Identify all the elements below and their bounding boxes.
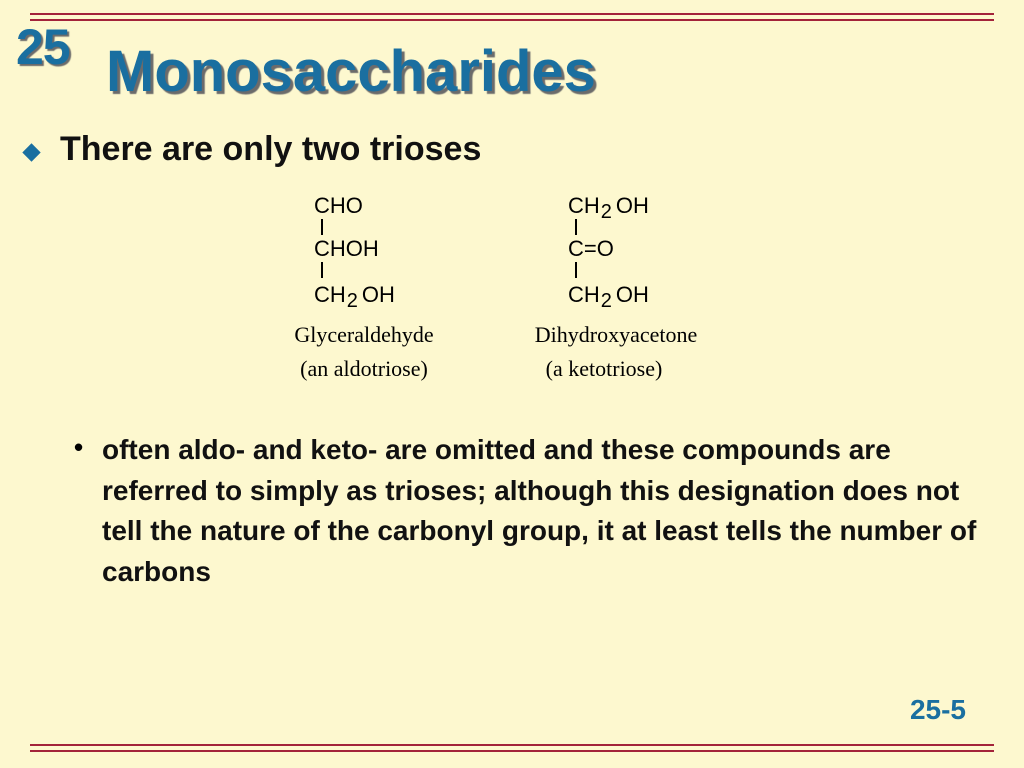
chapter-number: 25 bbox=[16, 19, 70, 75]
formula-part: CH bbox=[314, 282, 346, 307]
top-rule-1 bbox=[30, 13, 994, 15]
bottom-rule-1 bbox=[30, 744, 994, 746]
main-bullet-text: There are only two trioses bbox=[60, 130, 482, 168]
subscript: 2 bbox=[600, 290, 612, 312]
dihydroxyacetone-row-1 bbox=[568, 195, 649, 222]
bond-line bbox=[575, 262, 577, 278]
glyceraldehyde-row-3 bbox=[314, 284, 395, 311]
dihydroxyacetone-row-2: C=O bbox=[568, 236, 614, 261]
formula-part: OH bbox=[361, 282, 395, 307]
bottom-rule-2 bbox=[30, 750, 994, 752]
bond-line bbox=[575, 219, 577, 235]
formula-part: CH bbox=[568, 193, 600, 218]
subscript: 2 bbox=[346, 290, 358, 312]
formula-part: OH bbox=[615, 282, 649, 307]
subscript: 2 bbox=[600, 201, 612, 223]
sub-bullet-text: often aldo- and keto- are omitted and these compounds are referred to simply as trioses; although this designation does not tell the nature of the carbonyl group, it at least tells the number of carbons bbox=[102, 434, 977, 587]
bond-line bbox=[321, 262, 323, 278]
bond-line bbox=[321, 219, 323, 235]
glyceraldehyde-row-1: CHO bbox=[314, 193, 363, 218]
slide-title: Monosaccharides bbox=[106, 39, 596, 104]
formula-part: CH bbox=[568, 282, 600, 307]
top-rule-2 bbox=[30, 19, 994, 21]
diamond-bullet-icon bbox=[22, 143, 40, 161]
dihydroxyacetone-name: Dihydroxyacetone bbox=[534, 322, 698, 347]
glyceraldehyde-name: Glyceraldehyde bbox=[294, 322, 434, 347]
formula-part: OH bbox=[615, 193, 649, 218]
dihydroxyacetone-type: (a ketotriose) bbox=[545, 356, 663, 381]
dihydroxyacetone-row-3 bbox=[568, 284, 649, 311]
page-number: 25-5 bbox=[909, 694, 966, 725]
glyceraldehyde-row-2: CHOH bbox=[314, 236, 379, 261]
glyceraldehyde-type: (an aldotriose) bbox=[300, 356, 428, 381]
sub-bullet-dot-icon: • bbox=[74, 432, 84, 462]
